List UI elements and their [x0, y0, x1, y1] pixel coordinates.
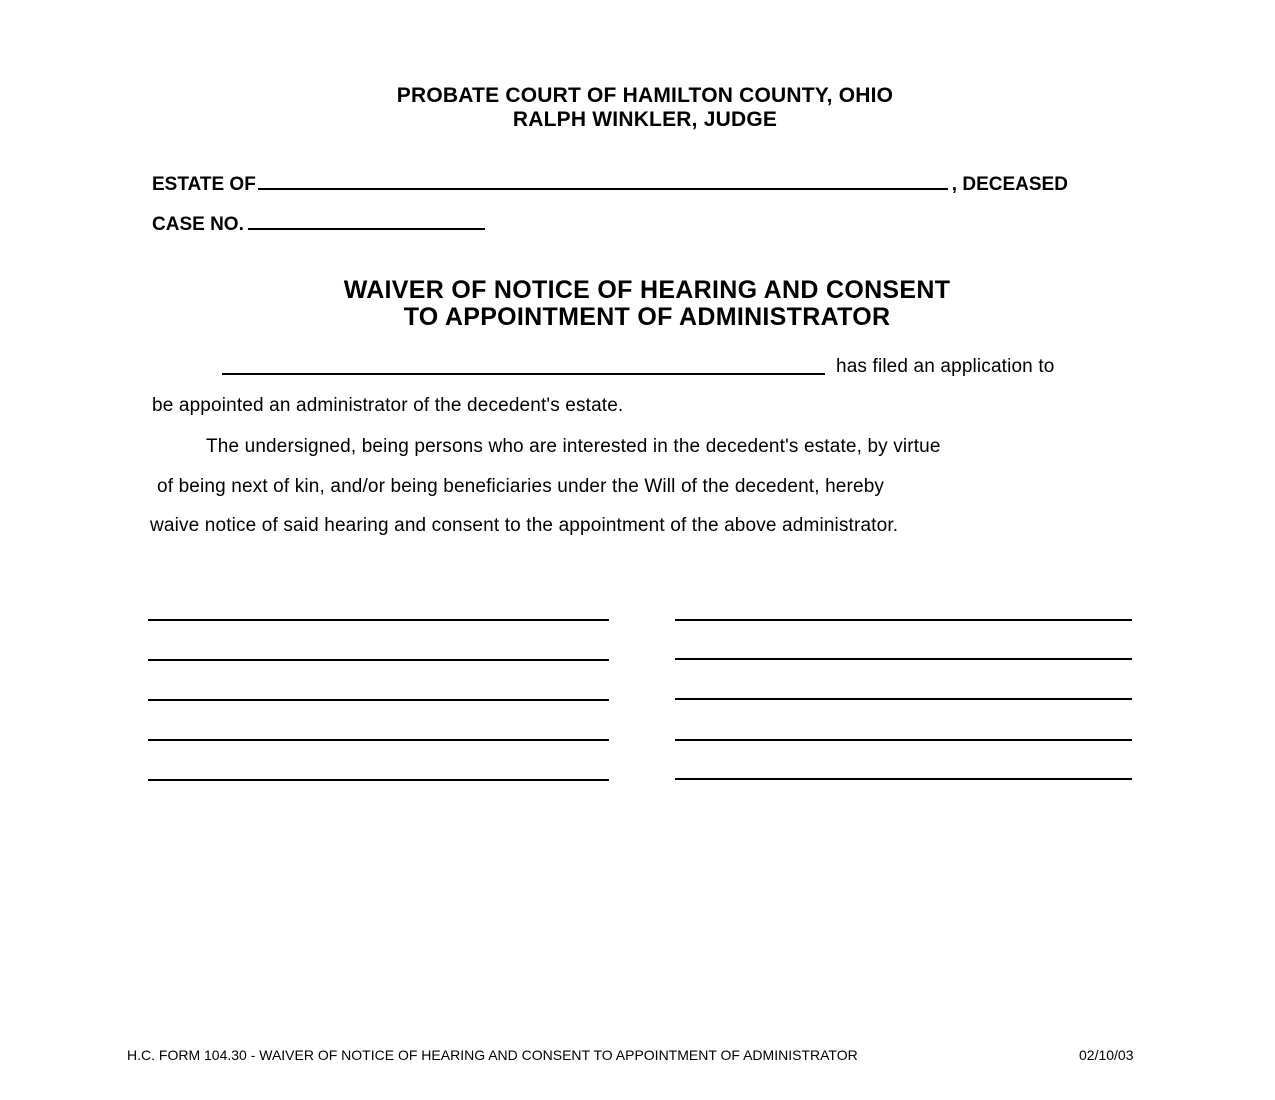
case-number-field[interactable] [248, 210, 485, 230]
form-title-line-1: WAIVER OF NOTICE OF HEARING AND CONSENT [343, 276, 951, 304]
signature-line-right-2[interactable] [675, 658, 1132, 660]
signature-line-right-1[interactable] [675, 619, 1132, 621]
applicant-name-field[interactable] [222, 373, 825, 375]
case-caption [152, 210, 485, 236]
form-revision-date: 02/10/03 [1079, 1047, 1134, 1063]
signature-line-right-4[interactable] [675, 739, 1132, 741]
appointed-text: be appointed an administrator of the decedent's estate. [152, 395, 624, 416]
estate-label: ESTATE OF [152, 174, 256, 195]
court-header [0, 84, 1275, 132]
deceased-label: , DECEASED [951, 174, 1068, 195]
court-name: PROBATE COURT OF HAMILTON COUNTY, OHIO [396, 84, 894, 107]
form-title [0, 277, 1275, 331]
signature-line-left-2[interactable] [148, 659, 609, 661]
case-number-label: CASE NO. [152, 214, 244, 235]
form-number-footer: H.C. FORM 104.30 - WAIVER OF NOTICE OF HEARING AND CONSENT TO APPOINTMENT OF ADMINISTRATOR [127, 1047, 858, 1063]
estate-caption [152, 170, 1152, 196]
signature-line-left-1[interactable] [148, 619, 609, 621]
form-title-line-2: TO APPOINTMENT OF ADMINISTRATOR [403, 303, 891, 331]
signature-line-left-3[interactable] [148, 699, 609, 701]
waiver-paragraph-line: of being next of kin, and/or being beneficiaries under the Will of the decedent, hereby [157, 476, 885, 497]
signature-line-right-3[interactable] [675, 698, 1132, 700]
estate-name-field[interactable] [258, 170, 948, 190]
signature-line-right-5[interactable] [675, 778, 1132, 780]
waiver-paragraph-line: waive notice of said hearing and consent to the appointment of the above administrator. [150, 515, 899, 536]
signature-line-left-4[interactable] [148, 739, 609, 741]
signature-line-left-5[interactable] [148, 779, 609, 781]
judge-name: RALPH WINKLER, JUDGE [512, 108, 778, 131]
waiver-paragraph-line: The undersigned, being persons who are interested in the decedent's estate, by virtue [206, 436, 941, 457]
filed-application-text: has filed an application to [836, 356, 1055, 377]
